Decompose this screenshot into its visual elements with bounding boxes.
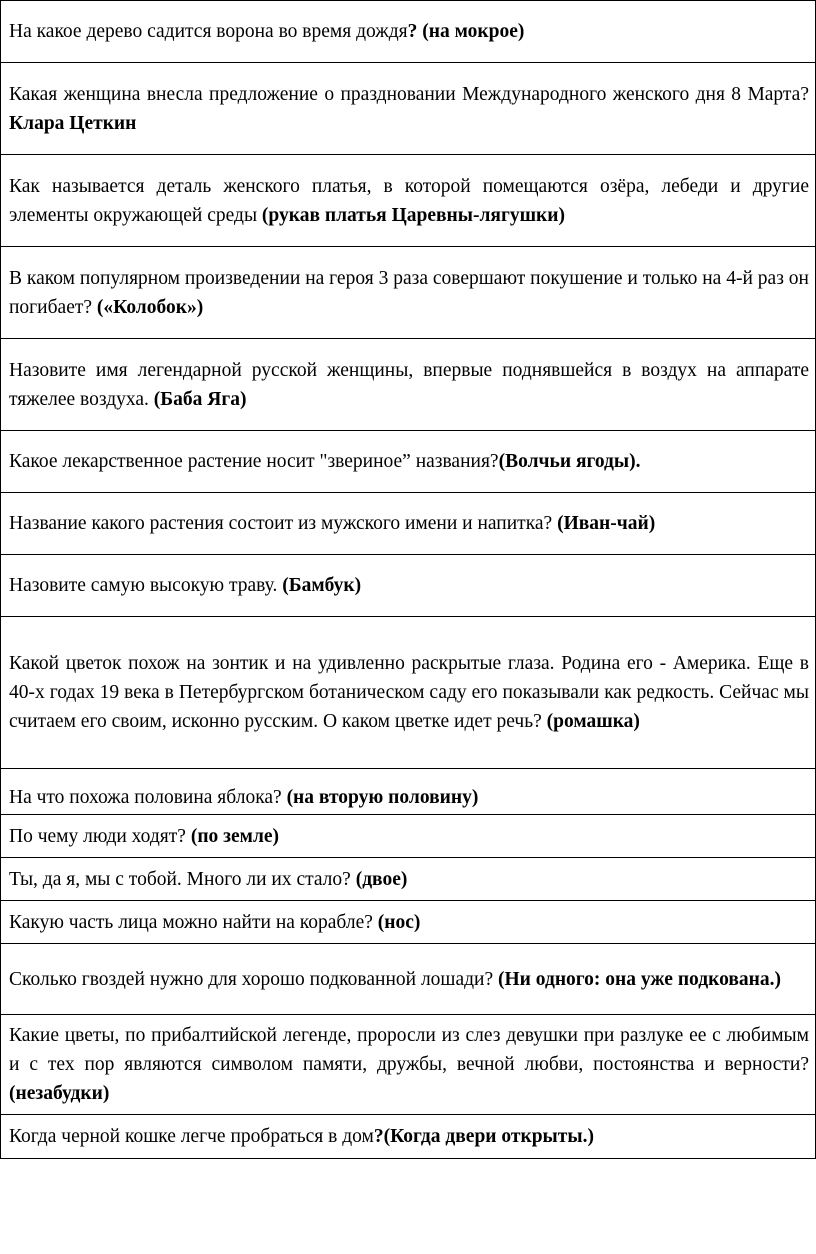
question-text: Когда черной кошке легче пробраться в дом xyxy=(9,1126,374,1147)
question-text: На какое дерево садится ворона во время дождя xyxy=(9,21,408,42)
answer-text: («Колобок») xyxy=(96,296,204,318)
table-row xyxy=(1,555,816,617)
answer-text: (нос) xyxy=(377,911,421,933)
question-text: На что похожа половина яблока? xyxy=(9,787,287,808)
question-cell xyxy=(1,769,816,815)
table-row xyxy=(1,493,816,555)
answer-text: (по земле) xyxy=(190,825,280,847)
question-text: Какую часть лица можно найти на корабле? xyxy=(9,911,378,933)
question-cell xyxy=(1,617,816,769)
question-text: Назовите самую высокую траву. xyxy=(9,575,283,596)
answer-text: (Иван-чай) xyxy=(557,513,656,534)
answer-text: (ромашка) xyxy=(546,711,640,732)
question-text: Название какого растения состоит из мужского имени и напитка? xyxy=(9,513,558,534)
table-row xyxy=(1,339,816,431)
table-row xyxy=(1,1115,816,1159)
question-cell xyxy=(1,815,816,858)
question-text: Ты, да я, мы с тобой. Много ли их стало? xyxy=(9,868,356,890)
question-cell xyxy=(1,493,816,555)
answer-text: (двое) xyxy=(355,868,408,890)
table-row xyxy=(1,858,816,901)
question-text: По чему люди ходят? xyxy=(9,825,191,847)
table-row xyxy=(1,1015,816,1115)
question-text: В каком популярном произведении на героя 3 раза совершают покушение и только на 4-й раз он погибает? xyxy=(9,267,809,318)
answer-text: (Бамбук) xyxy=(282,575,362,596)
question-cell xyxy=(1,247,816,339)
question-cell xyxy=(1,339,816,431)
answer-text: ? (на мокрое) xyxy=(407,21,525,42)
question-cell xyxy=(1,431,816,493)
answer-text: Клара Цеткин xyxy=(9,112,137,134)
answer-text: (рукав платья Царевны-лягушки) xyxy=(261,204,566,226)
answer-text: ?(Когда двери открыты.) xyxy=(373,1126,594,1147)
question-cell xyxy=(1,1015,816,1115)
table-row xyxy=(1,155,816,247)
question-cell xyxy=(1,944,816,1015)
question-text: Как называется деталь женского платья, в которой помещаются озёра, лебеди и другие элементы окружающей среды xyxy=(9,175,809,226)
question-cell xyxy=(1,155,816,247)
table-row xyxy=(1,247,816,339)
question-text: Какая женщина внесла предложение о праздновании Международного женского дня 8 Марта? xyxy=(9,83,809,105)
table-row xyxy=(1,944,816,1015)
table-row xyxy=(1,63,816,155)
question-cell xyxy=(1,901,816,944)
answer-text: (Волчьи ягоды). xyxy=(498,451,641,472)
answer-text: (Баба Яга) xyxy=(153,388,247,410)
question-text: Какое лекарственное растение носит "звериное” названия? xyxy=(9,451,499,472)
answer-text: (на вторую половину) xyxy=(286,787,479,808)
question-cell xyxy=(1,1115,816,1159)
question-text: Сколько гвоздей нужно для хорошо подкованной лошади? xyxy=(9,968,498,990)
table-row xyxy=(1,1,816,63)
question-cell xyxy=(1,1,816,63)
answer-text: (незабудки) xyxy=(9,1083,110,1104)
question-cell xyxy=(1,858,816,901)
table-row xyxy=(1,901,816,944)
question-text: Какой цветок похож на зонтик и на удивленно раскрытые глаза. Родина его - Америка. Еще в 40-х годах 19 века в Петербургском ботаническом саду его показывали как редкость. Сейчас мы считаем его своим, исконно русским. О каком цветке идет речь? xyxy=(9,653,809,732)
question-cell xyxy=(1,63,816,155)
answer-text: (Ни одного: она уже подкована.) xyxy=(498,968,781,990)
table-row xyxy=(1,815,816,858)
question-text: Назовите имя легендарной русской женщины, впервые поднявшейся в воздух на аппарате тяжелее воздуха. xyxy=(9,359,809,410)
table-row xyxy=(1,617,816,769)
question-cell xyxy=(1,555,816,617)
table-row xyxy=(1,431,816,493)
question-text: Какие цветы, по прибалтийской легенде, проросли из слез девушки при разлуке ее с любимым и с тех пор являются символом памяти, дружбы, вечной любви, постоянства и верности? xyxy=(9,1025,809,1075)
table-row xyxy=(1,769,816,815)
